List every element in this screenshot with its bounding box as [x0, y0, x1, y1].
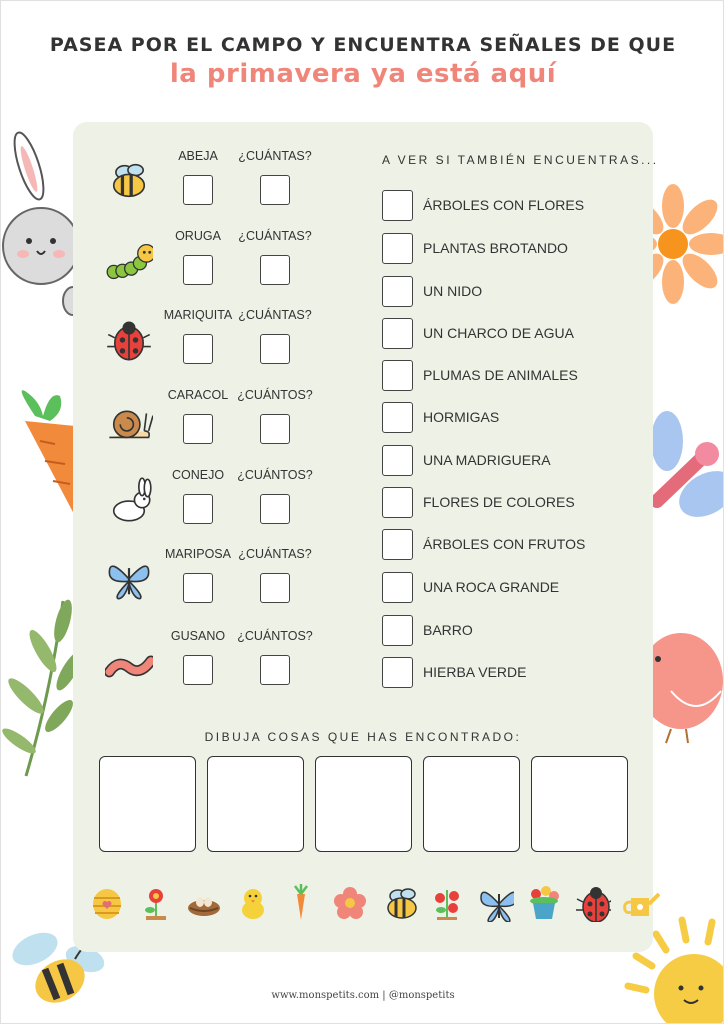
bee-icon [379, 884, 417, 922]
checklist-item-label-11: HIERBA VERDE [423, 664, 527, 680]
carrot-icon [5, 386, 75, 521]
checklist-item-label-2: UN NIDO [423, 283, 483, 299]
title-line-2: la primavera ya está aquí [169, 59, 557, 89]
checklist-item-label-0: ÁRBOLES CON FLORES [423, 197, 585, 213]
bee-icon [105, 157, 153, 205]
watering-can-icon [622, 884, 660, 922]
rabbit-icon [105, 476, 153, 524]
carrot-icon [282, 884, 320, 922]
animal-count-label-4: ¿CUÁNTOS? [237, 468, 313, 482]
checklist-checkbox-6[interactable] [382, 445, 413, 476]
sprout-flower-icon [137, 884, 175, 922]
animal-name-1: ORUGA [175, 229, 221, 243]
animal-count-label-6: ¿CUÁNTOS? [237, 629, 313, 643]
animal-found-checkbox-0[interactable] [183, 175, 213, 205]
checklist-item-label-4: PLUMAS DE ANIMALES [423, 367, 578, 383]
animal-found-checkbox-4[interactable] [183, 494, 213, 524]
animal-count-box-6[interactable] [260, 655, 290, 685]
checklist-checkbox-4[interactable] [382, 360, 413, 391]
animal-name-2: MARIQUITA [163, 308, 233, 322]
drawing-box-0[interactable] [99, 756, 196, 852]
also-find-heading: A VER SI TAMBIÉN ENCUENTRAS... [382, 153, 659, 167]
butterfly-icon [649, 406, 724, 531]
butterfly-icon [476, 884, 514, 922]
animal-name-6: GUSANO [170, 629, 226, 643]
flower-pot-icon [525, 884, 563, 922]
checklist-checkbox-11[interactable] [382, 657, 413, 688]
orange-flower-icon [649, 181, 724, 311]
checklist-item-label-9: UNA ROCA GRANDE [423, 579, 560, 595]
animal-name-5: MARIPOSA [165, 547, 231, 561]
drawing-box-4[interactable] [531, 756, 628, 852]
tomato-plant-icon [428, 884, 466, 922]
checklist-item-label-10: BARRO [423, 622, 473, 638]
animal-count-box-2[interactable] [260, 334, 290, 364]
footer-credit: www.monspetits.com | @monspetits [271, 990, 455, 1001]
animal-name-0: ABEJA [178, 149, 218, 163]
nest-icon [185, 884, 223, 922]
checklist-checkbox-3[interactable] [382, 318, 413, 349]
animal-found-checkbox-1[interactable] [183, 255, 213, 285]
checklist-checkbox-10[interactable] [382, 615, 413, 646]
checklist-checkbox-8[interactable] [382, 529, 413, 560]
animal-name-4: CONEJO [171, 468, 225, 482]
worm-icon [105, 637, 153, 685]
drawing-box-3[interactable] [423, 756, 520, 852]
checklist-checkbox-7[interactable] [382, 487, 413, 518]
butterfly-icon [105, 555, 153, 603]
animal-found-checkbox-6[interactable] [183, 655, 213, 685]
animal-count-label-0: ¿CUÁNTAS? [238, 149, 312, 163]
checklist-item-label-8: ÁRBOLES CON FRUTOS [423, 536, 586, 552]
animal-count-box-0[interactable] [260, 175, 290, 205]
chick-icon [234, 884, 272, 922]
checklist-checkbox-5[interactable] [382, 402, 413, 433]
animal-count-box-4[interactable] [260, 494, 290, 524]
checklist-item-label-6: UNA MADRIGUERA [423, 452, 551, 468]
animal-count-label-1: ¿CUÁNTAS? [238, 229, 312, 243]
checklist-checkbox-2[interactable] [382, 276, 413, 307]
beehive-icon [88, 884, 126, 922]
leaf-branch-icon [1, 591, 81, 781]
checklist-item-label-7: FLORES DE COLORES [423, 494, 575, 510]
animal-name-3: CARACOL [167, 388, 229, 402]
animal-found-checkbox-5[interactable] [183, 573, 213, 603]
animal-count-box-5[interactable] [260, 573, 290, 603]
animal-count-label-5: ¿CUÁNTAS? [238, 547, 312, 561]
ladybug-icon [573, 884, 611, 922]
draw-heading: DIBUJA COSAS QUE HAS ENCONTRADO: [204, 730, 522, 744]
title-line-1: PASEA POR EL CAMPO Y ENCUENTRA SEÑALES DE QUE [49, 34, 677, 56]
animal-count-box-3[interactable] [260, 414, 290, 444]
drawing-box-1[interactable] [207, 756, 304, 852]
animal-count-box-1[interactable] [260, 255, 290, 285]
snail-icon [105, 396, 153, 444]
checklist-checkbox-0[interactable] [382, 190, 413, 221]
drawing-box-2[interactable] [315, 756, 412, 852]
checklist-checkbox-9[interactable] [382, 572, 413, 603]
checklist-item-label-3: UN CHARCO DE AGUA [423, 325, 574, 341]
ladybug-icon [105, 316, 153, 364]
pink-flower-icon [331, 884, 369, 922]
checklist-item-label-1: PLANTAS BROTANDO [423, 240, 568, 256]
animal-found-checkbox-2[interactable] [183, 334, 213, 364]
animal-found-checkbox-3[interactable] [183, 414, 213, 444]
animal-count-label-2: ¿CUÁNTAS? [238, 308, 312, 322]
animal-count-label-3: ¿CUÁNTOS? [237, 388, 313, 402]
checklist-checkbox-1[interactable] [382, 233, 413, 264]
checklist-item-label-5: HORMIGAS [423, 409, 500, 425]
caterpillar-icon [105, 237, 153, 285]
